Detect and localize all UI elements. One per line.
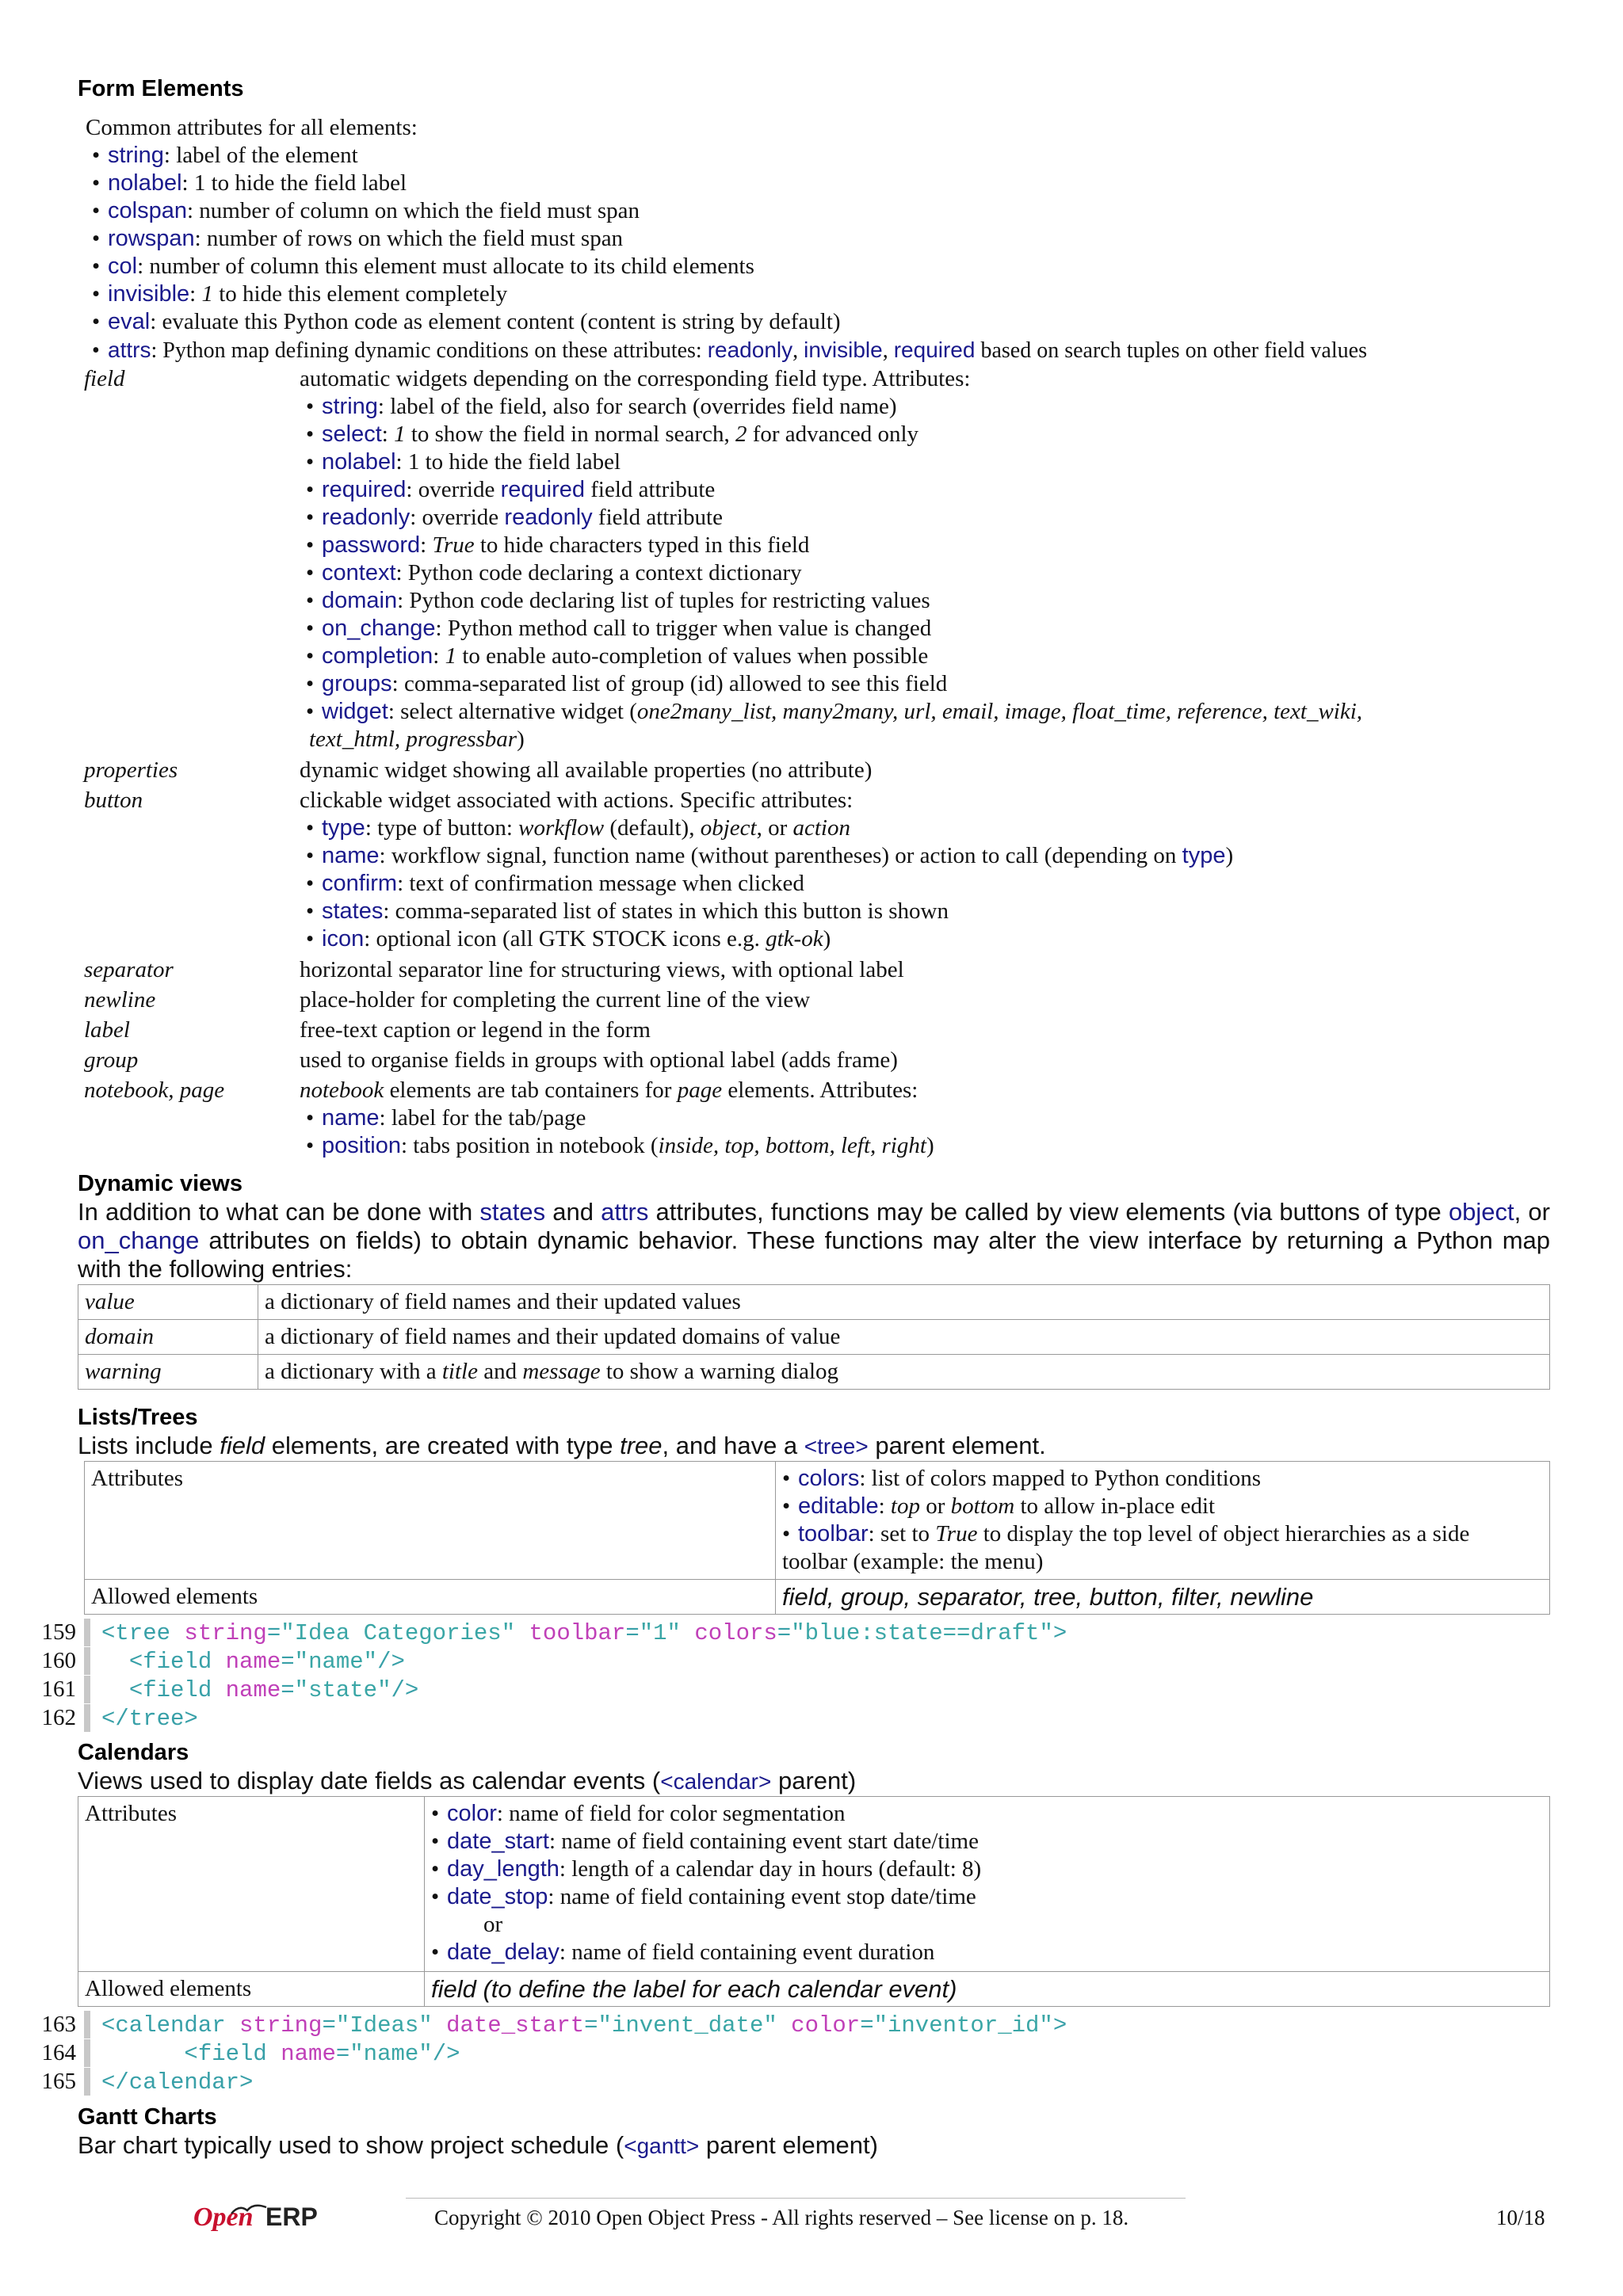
field-attr: • on_change: Python method call to trigger when value is changed [306, 616, 932, 641]
field-attr: • readonly: override readonly field attribute [306, 505, 723, 530]
calendars-paragraph: Views used to display date fields as calendar events (<calendar> parent) [78, 1767, 857, 1794]
button-attr: • type: type of button: workflow (default), object, or action [306, 815, 850, 841]
line-number: 163 [41, 2012, 76, 2037]
code-token: </tree> [101, 1706, 198, 1732]
code-token: name [281, 2041, 336, 2067]
list-item: • color: name of field for color segmentation [431, 1801, 846, 1826]
field-attr: • required: override required field attribute [306, 477, 716, 502]
table-cell: field, group, separator, tree, button, filter, newline [776, 1580, 1550, 1615]
code-token: "blue:state==draft" [791, 1620, 1053, 1646]
code-gutter-bar [84, 1676, 90, 1703]
term-separator: separator [84, 957, 174, 982]
field-attr: • domain: Python code declaring list of tuples for restricting values [306, 588, 930, 613]
field-attr: • string: label of the field, also for search (overrides field name) [306, 394, 897, 419]
code-gutter-bar [84, 2011, 90, 2039]
code-token: <field [128, 1677, 226, 1703]
common-intro: Common attributes for all elements: [86, 115, 418, 140]
dynamic-return-table [78, 1284, 1550, 1390]
table-cell: value [78, 1285, 258, 1320]
code-line [35, 2011, 1067, 2039]
notebook-desc: notebook elements are tab containers for page elements. Attributes: [300, 1077, 918, 1103]
code-token: <field [184, 2041, 281, 2067]
code-line [35, 1704, 1067, 1733]
footer-copyright: Copyright © 2010 Open Object Press - All rights reserved – See license on p. 18. [434, 2206, 1129, 2229]
line-number: 164 [41, 2040, 76, 2065]
field-attr-widget-cont: text_html, progressbar) [309, 727, 525, 752]
line-number: 160 [41, 1648, 76, 1673]
or-text: or [483, 1912, 503, 1937]
field-attr: • nolabel: 1 to hide the field label [306, 449, 621, 475]
code-token: name [225, 1649, 281, 1675]
common-attr: • colspan: number of column on which the field must span [92, 198, 640, 223]
list-item: • date_start: name of field containing event start date/time [431, 1829, 979, 1854]
list-item: • colors: list of colors mapped to Python conditions [782, 1466, 1262, 1491]
code-token: "Idea Categories" [281, 1620, 529, 1646]
button-attr: • name: workflow signal, function name (without parentheses) or action to call (depending on type) [306, 843, 1234, 868]
field-attr: • select: 1 to show the field in normal search, 2 for advanced only [306, 421, 919, 447]
code-token: "name" [349, 2041, 433, 2067]
table-cell: field (to define the label for each calendar event) [425, 1972, 1550, 2007]
code-token: <tree [101, 1620, 185, 1646]
table-cell: a dictionary with a title and message to show a warning dialog [258, 1355, 1550, 1390]
table-row [78, 1320, 1550, 1355]
table-row [78, 1797, 1550, 1972]
code-line [35, 1676, 1067, 1704]
code-token: "invent_date" [598, 2012, 792, 2039]
code-token: color [791, 2012, 861, 2039]
code-gutter-bar [84, 1647, 90, 1675]
table-row [85, 1580, 1550, 1615]
logo-open: Open [193, 2203, 254, 2232]
tree-code-block [35, 1619, 1067, 1733]
common-attr: • nolabel: 1 to hide the field label [92, 170, 407, 196]
field-attr: • context: Python code declaring a context dictionary [306, 560, 802, 585]
table-cell: Attributes [85, 1462, 776, 1580]
table-cell: Attributes [78, 1797, 425, 1972]
code-token: > [1052, 2012, 1067, 2039]
term-properties: properties [84, 757, 178, 783]
code-token: "1" [639, 1620, 695, 1646]
button-attr: • confirm: text of confirmation message when clicked [306, 871, 804, 896]
term-newline: newline [84, 987, 156, 1013]
code-gutter-bar [84, 2039, 90, 2067]
code-line [35, 1647, 1067, 1676]
code-token: /> [391, 1677, 419, 1703]
list-item-cont: toolbar (example: the menu) [782, 1549, 1044, 1574]
footer-divider [406, 2198, 1186, 2199]
table-cell: a dictionary of field names and their updated domains of value [258, 1320, 1550, 1355]
list-item: • date_stop: name of field containing event stop date/time [431, 1884, 976, 1909]
term-notebook: notebook, page [84, 1077, 225, 1103]
table-row [78, 1972, 1550, 2007]
common-attr: • eval: evaluate this Python code as element content (content is string by default) [92, 309, 841, 334]
field-attr: • groups: comma-separated list of group (id) allowed to see this field [306, 671, 948, 696]
code-token: </calendar> [101, 2069, 254, 2096]
code-token: "Ideas" [335, 2012, 447, 2039]
page-footer [0, 2203, 1623, 2250]
code-token: = [335, 2041, 350, 2067]
table-cell [425, 1797, 1550, 1972]
code-token: = [266, 1620, 281, 1646]
dynamic-views-paragraph: In addition to what can be done with states and attrs attributes, functions may be called by view elements (via buttons of type object, or on_change attributes on fields) to obtain dynamic behavior. These functions may alter the view interface by returning a Python map with the following entries: [78, 1198, 1550, 1283]
calendars-attributes-table [78, 1796, 1550, 2007]
code-gutter-bar [84, 2068, 90, 2096]
code-token: = [322, 2012, 336, 2039]
common-attr: • invisible: 1 to hide this element completely [92, 281, 508, 307]
line-number: 159 [41, 1619, 76, 1645]
lists-trees-paragraph: Lists include field elements, are created with type tree, and have a <tree> parent element. [78, 1432, 1046, 1459]
table-cell: Allowed elements [85, 1580, 776, 1615]
code-line [35, 2068, 1067, 2096]
table-row [78, 1355, 1550, 1390]
list-item: • editable: top or bottom to allow in-place edit [782, 1493, 1216, 1519]
code-token: "name" [294, 1649, 378, 1675]
page-number: 10/18 [1496, 2206, 1545, 2229]
code-line [35, 2039, 1067, 2068]
code-token: <calendar [101, 2012, 240, 2039]
term-label: label [84, 1017, 130, 1043]
code-line [35, 1619, 1067, 1647]
table-cell: Allowed elements [78, 1972, 425, 2007]
code-token: "inventor_id" [873, 2012, 1053, 2039]
notebook-attr: • name: label for the tab/page [306, 1105, 586, 1131]
table-row [85, 1462, 1550, 1580]
common-attr: • rowspan: number of rows on which the field must span [92, 226, 624, 251]
code-token: colors [694, 1620, 777, 1646]
field-attr-widget: • widget: select alternative widget (one2many_list, many2many, url, email, image, float_time, reference, text_wiki, [306, 699, 1363, 724]
code-token: = [860, 2012, 874, 2039]
button-desc: clickable widget associated with actions. Specific attributes: [300, 788, 854, 813]
button-attr: • states: comma-separated list of states in which this button is shown [306, 898, 949, 924]
field-attr: • completion: 1 to enable auto-completion of values when possible [306, 643, 929, 669]
field-attr: • password: True to hide characters typed in this field [306, 532, 810, 558]
calendars-heading: Calendars [78, 1740, 189, 1765]
term-button: button [84, 788, 143, 813]
line-number: 161 [41, 1676, 76, 1702]
properties-desc: dynamic widget showing all available properties (no attribute) [300, 757, 873, 783]
form-elements-heading: Form Elements [78, 76, 244, 101]
code-token: string [184, 1620, 267, 1646]
code-token: = [625, 1620, 640, 1646]
code-token: "state" [294, 1677, 391, 1703]
code-token: toolbar [529, 1620, 626, 1646]
code-token: name [225, 1677, 281, 1703]
code-token: date_start [446, 2012, 585, 2039]
code-token: > [1052, 1620, 1067, 1646]
code-token: = [281, 1649, 295, 1675]
code-gutter-bar [84, 1704, 90, 1732]
line-number: 165 [41, 2069, 76, 2094]
logo-erp: ERP [265, 2203, 318, 2231]
table-cell: domain [78, 1320, 258, 1355]
list-item: • day_length: length of a calendar day in hours (default: 8) [431, 1856, 982, 1882]
dynamic-views-heading: Dynamic views [78, 1171, 242, 1196]
code-token: = [584, 2012, 598, 2039]
table-row [78, 1285, 1550, 1320]
common-attr: • string: label of the element [92, 143, 358, 168]
button-attr: • icon: optional icon (all GTK STOCK icons e.g. gtk-ok) [306, 926, 831, 952]
logo-bird-icon [230, 2203, 268, 2217]
label-desc: free-text caption or legend in the form [300, 1017, 651, 1043]
code-token: = [281, 1677, 295, 1703]
lists-attributes-table [84, 1461, 1550, 1615]
list-item: • date_delay: name of field containing event duration [431, 1939, 935, 1965]
group-desc: used to organise fields in groups with optional label (adds frame) [300, 1047, 898, 1073]
calendar-code-block [35, 2011, 1067, 2096]
code-gutter-bar [84, 1619, 90, 1646]
code-token: /> [432, 2041, 460, 2067]
gantt-paragraph: Bar chart typically used to show project schedule (<gantt> parent element) [78, 2131, 878, 2159]
code-token: /> [377, 1649, 405, 1675]
gantt-heading: Gantt Charts [78, 2104, 217, 2130]
list-item: • toolbar: set to True to display the top level of object hierarchies as a side [782, 1521, 1470, 1547]
field-desc: automatic widgets depending on the corresponding field type. Attributes: [300, 366, 971, 391]
code-token: = [777, 1620, 792, 1646]
common-attr: • col: number of column this element must allocate to its child elements [92, 254, 754, 279]
table-cell [776, 1462, 1550, 1580]
term-group: group [84, 1047, 139, 1073]
table-cell: warning [78, 1355, 258, 1390]
code-token: <field [128, 1649, 226, 1675]
separator-desc: horizontal separator line for structuring views, with optional label [300, 957, 904, 982]
line-number: 162 [41, 1705, 76, 1730]
table-cell: a dictionary of field names and their updated values [258, 1285, 1550, 1320]
lists-trees-heading: Lists/Trees [78, 1405, 198, 1430]
common-attr-attrs: • attrs: Python map defining dynamic conditions on these attributes: readonly, invisible, required based on search tuples on other field values [92, 338, 1367, 363]
notebook-attr: • position: tabs position in notebook (inside, top, bottom, left, right) [306, 1133, 934, 1158]
code-token: string [239, 2012, 323, 2039]
newline-desc: place-holder for completing the current line of the view [300, 987, 811, 1013]
term-field: field [84, 366, 125, 391]
